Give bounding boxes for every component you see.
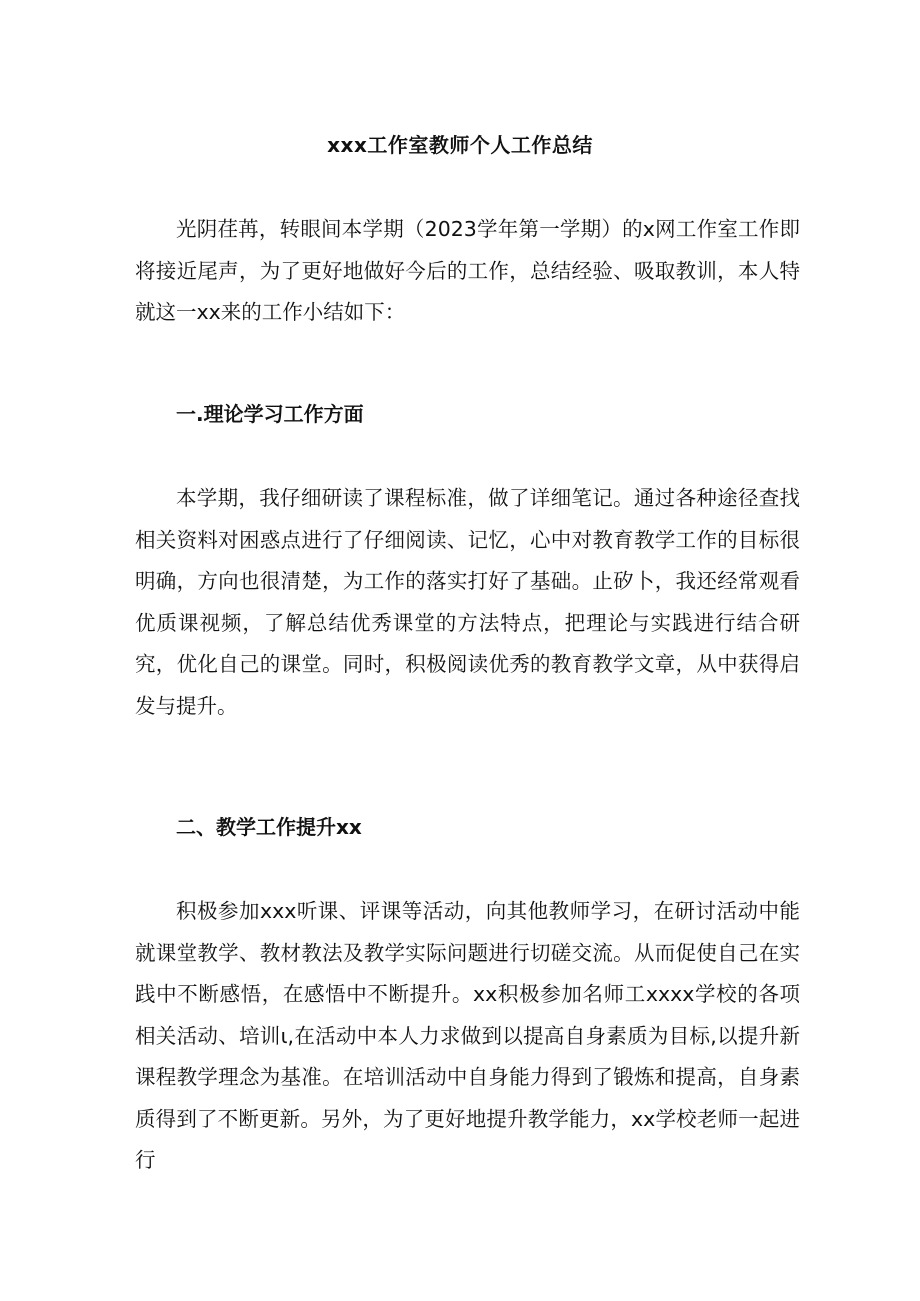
section-2-paragraph: 积极参加xxx听课、评课等活动，向其他教师学习，在研讨活动中能就课堂教学、教材教法及教学实际问题进行切磋交流。从而促使自己在实践中不断感悟，在感悟中不断提升。xx积极参加名师工xxxx学校的各项相关活动、培训ι,在活动中本人力求做到以提高自身素质为目标,以提升新课程教学理念为基准。在培训活动中自身能力得到了锻炼和提高，自身素质得到了不断更新。另外，为了更好地提升教学能力，xx学校老师一起进行: [135, 899, 800, 1172]
section-1-paragraph: 本学期，我仔细研读了课程标准，做了详细笔记。通过各种途径查找相关资料对困惑点进行了仔细阅读、记忆，心中对教育教学工作的目标很明确，方向也很清楚，为工作的落实打好了基础。止矽卜，我还经常观看优质课视频，了解总结优秀课堂的方法特点，把理论与实践进行结合研究，优化自己的课堂。同时，积极阅读优秀的教育教学文章，从中获得启发与提升。: [135, 486, 800, 718]
section-1-heading: 一.理论学习工作方面: [176, 402, 364, 426]
section-2-heading: 二、教学工作提升xx: [176, 815, 362, 839]
section-2-block: [135, 891, 800, 1182]
intro-paragraph: 光阴荏苒，转眼间本学期（2023学年第一学期）的x网工作室工作即将接近尾声，为了更好地做好今后的工作，总结经验、吸取教训，本人特就这一xx来的工作小结如下：: [135, 217, 800, 324]
document-title: xxx工作室教师个人工作总结: [327, 133, 593, 157]
intro-block: [135, 209, 800, 334]
section-1-block: [135, 478, 800, 727]
